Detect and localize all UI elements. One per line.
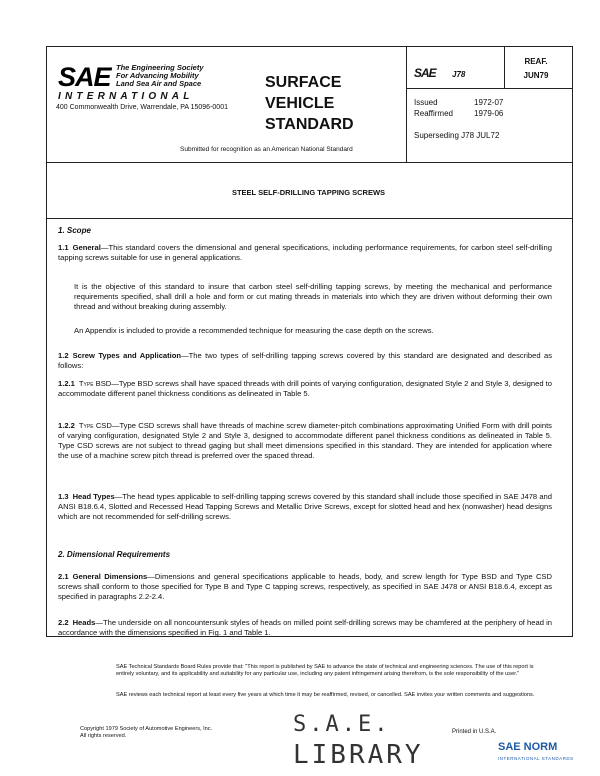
sae-address: 400 Commonwealth Drive, Warrendale, PA 15096-0001 xyxy=(56,104,228,111)
sae-logo: SAE xyxy=(58,62,111,92)
paragraph-1-2-1 xyxy=(58,379,552,399)
standard-code: J78 xyxy=(452,70,466,79)
library-stamp-line-1: S.A.E. xyxy=(293,712,391,737)
paragraph-2-1-number: 2.1 xyxy=(58,572,69,581)
paragraph-1-1 xyxy=(58,243,552,263)
paragraph-1-2-2-number: 1.2.2 xyxy=(58,421,75,430)
paragraph-2-2-title: Heads xyxy=(72,618,96,627)
paragraph-2-2-text: —The underside on all noncountersunk styles of heads on milled point self-drilling screws may be chamfered at the periphery of head in accordance with the dimensions specified in Fig. 1 and Table 1. xyxy=(58,618,552,637)
paragraph-2-1-text: —Dimensions and general specifications applicable to heads, body, and screw length for Type BSD and Type CSD screws shall conform to those specified for Type B and Type C tapping screws, respectively, as specified in SAE J478 or ANSI B18.6.4, except as specified in paragraphs 2.2-2.4. xyxy=(58,572,552,601)
paragraph-2-2-number: 2.2 xyxy=(58,618,69,627)
paragraph-1-2-1-text: —Type BSD screws shall have spaced threads with drill points of varying configuration, designated Style 2 and Style 3, designed to accommodate different panel thickness conditions as delineated in Table 5. xyxy=(58,379,552,398)
tagline-line-1: The Engineering Society xyxy=(116,63,204,72)
document-type-line-1: SURFACE xyxy=(265,74,342,91)
document-type-line-3: STANDARD xyxy=(265,116,354,133)
paragraph-1-2 xyxy=(58,351,552,371)
header-divider xyxy=(46,162,572,163)
paragraph-1-3-number: 1.3 xyxy=(58,492,69,501)
paragraph-1-1-objective: It is the objective of this standard to insure that carbon steel self-drilling tapping screws, by meeting the mechanical and performance requirements specified, shall drill a hole and form or cut mating threads in materials into which they are driven without deforming their own thread and without breaking during assembly. xyxy=(74,282,552,311)
sae-norm-subtitle: INTERNATIONAL STANDARDS xyxy=(498,756,574,761)
document-type xyxy=(265,72,395,135)
paragraph-1-2-1-title: Type BSD xyxy=(78,379,112,388)
ansi-submission-note: Submitted for recognition as an American National Standard xyxy=(180,146,353,153)
paragraph-1-2-text: —The two types of self-drilling tapping screws covered by this standard are designated and described as follows: xyxy=(58,351,552,370)
ref-sae-logo: SAE xyxy=(414,66,436,80)
paragraph-1-2-2-text: —Type CSD screws shall have threads of machine screw diameter-pitch combinations approximating Unified Form with drill points of varying configuration, designated Style 2 and Style 3, designed to accommodate different panel thickness conditions as delineated in Table 5. Type CSD screws are not subject to thread gaging but shall meet dimensions specified in this standard. They are intended for application where the use of a machine screw pitch thread is preferred over the spaced thread. xyxy=(58,421,552,460)
document-title: STEEL SELF-DRILLING TAPPING SCREWS xyxy=(231,188,386,197)
sae-norm-watermark: SAE NORM xyxy=(498,741,558,753)
paragraph-1-2-2-title: Type CSD xyxy=(78,421,112,430)
document-type-line-2: VEHICLE xyxy=(265,95,335,112)
paragraph-2-1 xyxy=(58,572,552,602)
copyright-line-1: Copyright 1979 Society of Automotive Engineers, Inc. xyxy=(80,726,213,732)
reaffirmed-value: 1979-06 xyxy=(474,109,504,118)
paragraph-2-1-title: General Dimensions xyxy=(72,572,148,581)
paragraph-1-2-title: Screw Types and Application xyxy=(72,351,182,360)
ref-box-code-divider xyxy=(504,46,505,89)
tagline-line-2: For Advancing Mobility xyxy=(116,71,199,80)
reaffirmed-row xyxy=(414,108,503,119)
issued-row xyxy=(414,97,503,108)
copyright-line-2: All rights reserved. xyxy=(80,733,127,739)
title-divider xyxy=(46,218,572,219)
issued-value: 1972-07 xyxy=(474,98,504,107)
paragraph-1-2-1-number: 1.2.1 xyxy=(58,379,75,388)
section-2-heading: 2. Dimensional Requirements xyxy=(58,550,171,559)
ref-box-row-divider xyxy=(406,88,572,89)
paragraph-2-2 xyxy=(58,618,552,638)
copyright xyxy=(80,726,280,740)
tagline-line-3: Land Sea Air and Space xyxy=(116,79,202,88)
board-rules-note: SAE Technical Standards Board Rules provide that: "This report is published by SAE to advance the state of technical and engineering sciences. The use of this report is entirely voluntary, and its applicability and suitability for any particular use, including any patent infringement arising therefrom, is the sole responsibility of the user." xyxy=(116,664,534,677)
ref-box-left-border xyxy=(406,46,407,163)
superseding-note: Superseding J78 JUL72 xyxy=(414,131,500,140)
section-1-heading: 1. Scope xyxy=(58,226,91,235)
paragraph-1-1-title: General xyxy=(72,243,101,252)
reaffirmed-label: Reaffirmed xyxy=(414,109,453,118)
paragraph-1-1-text: —This standard covers the dimensional and general specifications, including performance requirements, for carbon steel self-drilling tapping screws suitable for use in general applications. xyxy=(58,243,552,262)
paragraph-1-2-number: 1.2 xyxy=(58,351,69,360)
sae-tagline xyxy=(116,64,226,88)
paragraph-1-1-number: 1.1 xyxy=(58,243,69,252)
paragraph-1-3-text: —The head types applicable to self-drilling tapping screws covered by this standard shall include those specified in SAE J478 and ANSI B18.6.4, Slotted and Recessed Head Tapping Screws and Metallic Drive Screws, except for slotted head and hex (nonwasher) head designs which are not recommended for self-drilling screws. xyxy=(58,492,552,521)
paragraph-1-1-appendix: An Appendix is included to provide a recommended technique for measuring the case depth on the screws. xyxy=(74,326,434,335)
issue-dates xyxy=(414,97,503,119)
paragraph-1-3 xyxy=(58,492,552,522)
library-stamp-line-2: LIBRARY xyxy=(293,740,424,770)
reaf-label: REAF. xyxy=(524,57,548,66)
review-note: SAE reviews each technical report at least every five years at which time it may be reaffirmed, revised, or cancelled. SAE invites your written comments and suggestions. xyxy=(116,692,535,698)
paragraph-1-2-2 xyxy=(58,421,552,461)
reaffirmation-stamp xyxy=(510,55,562,83)
reaf-date: JUN79 xyxy=(523,71,549,80)
international-label: INTERNATIONAL xyxy=(58,91,194,102)
issued-label: Issued xyxy=(414,98,438,107)
paragraph-1-3-title: Head Types xyxy=(72,492,115,501)
printed-in-usa: Printed in U.S.A. xyxy=(452,729,497,735)
